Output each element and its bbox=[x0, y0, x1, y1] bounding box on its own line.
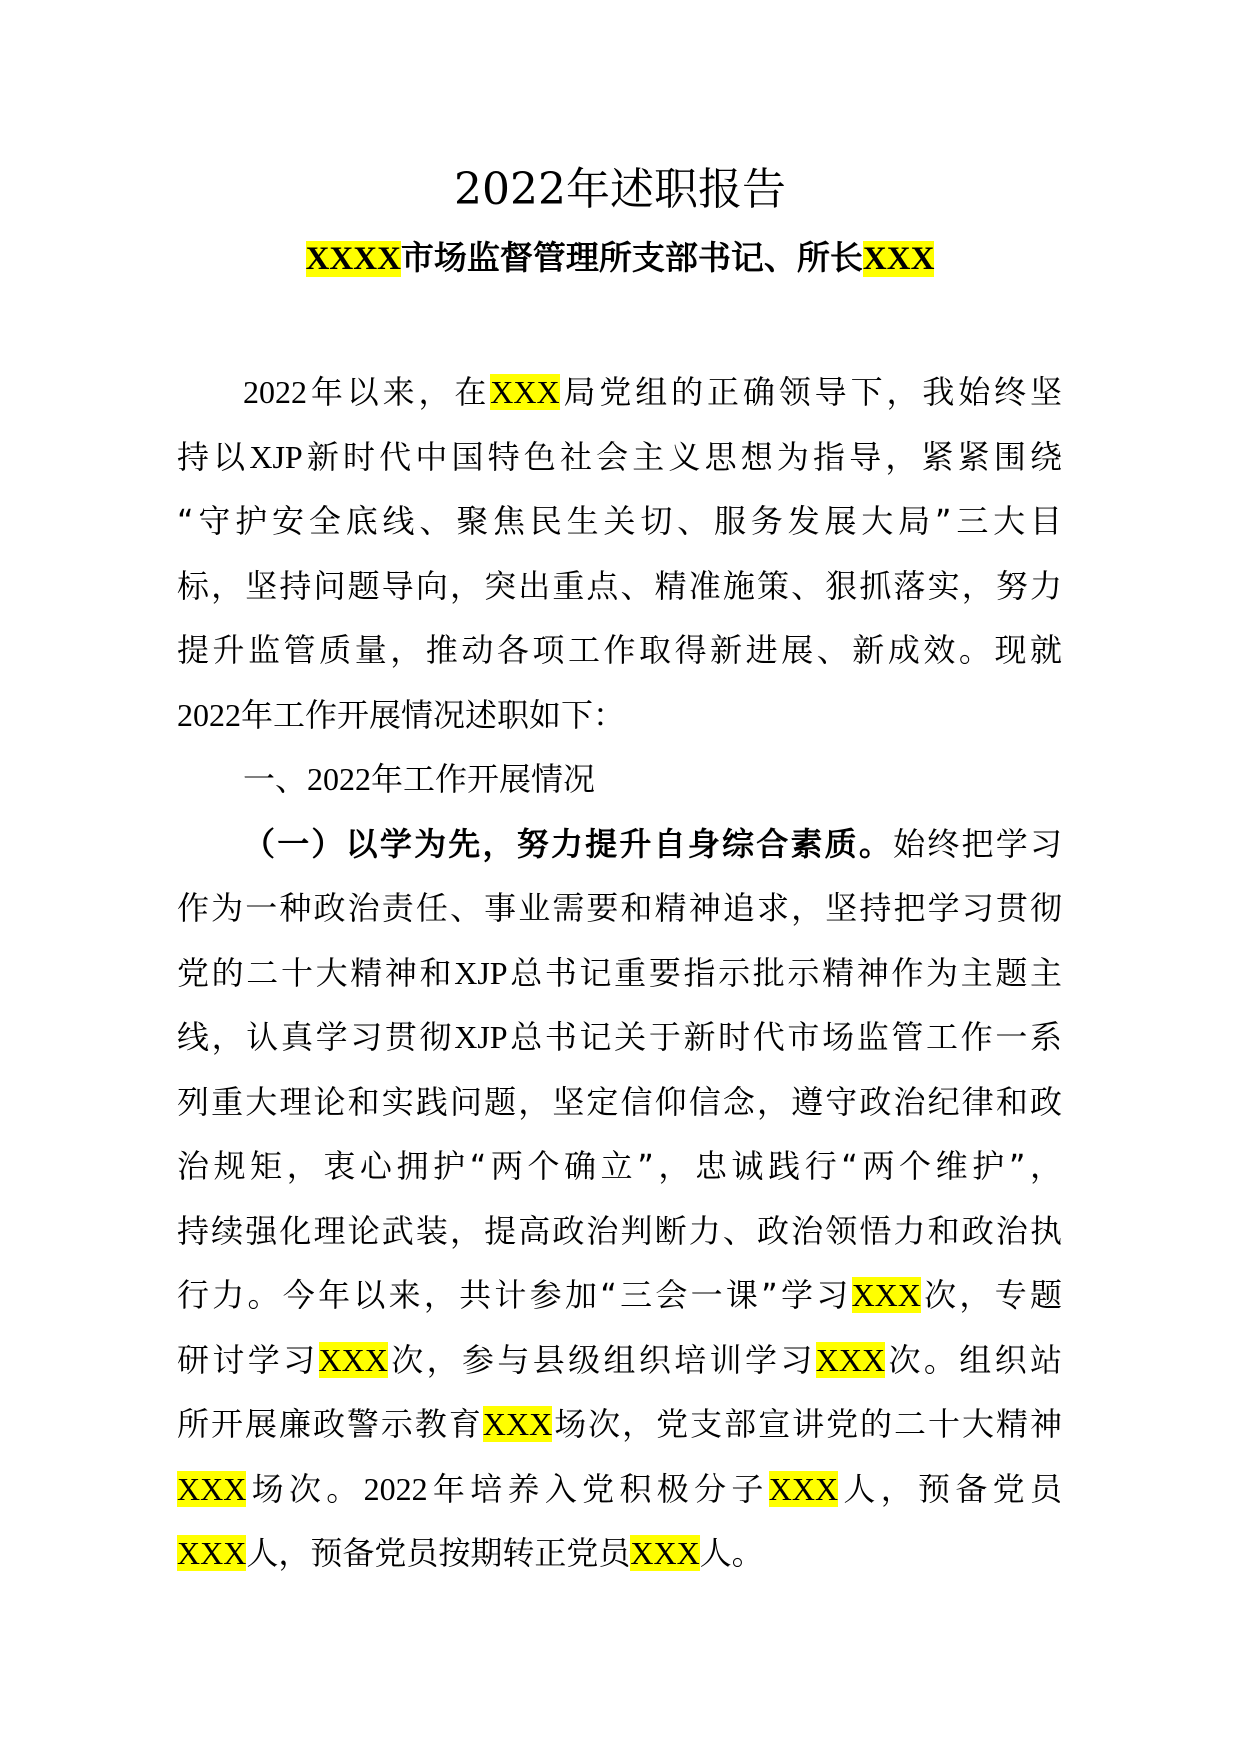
text-segment: 提升监管质量，推动各项工作取得新进展、新成效。现就 bbox=[177, 631, 1062, 669]
text-segment: XJP bbox=[249, 438, 303, 475]
text-line bbox=[177, 683, 1062, 748]
text-segment: 年以来，在 bbox=[307, 373, 491, 411]
text-line bbox=[177, 812, 1062, 877]
text-segment: 作为一种政治责任、事业需要和精神追求，坚持把学习贯彻 bbox=[177, 889, 1062, 927]
subtitle-placeholder-name: XXX bbox=[862, 241, 935, 277]
placeholder-highlight: XXX bbox=[177, 1535, 247, 1571]
text-segment: 局党组的正确领导下，我始终坚 bbox=[559, 373, 1062, 411]
text-segment: 标，坚持问题导向，突出重点、精准施策、狠抓落实，努力 bbox=[177, 566, 1062, 605]
text-segment: 年培养入党积极分子 bbox=[427, 1469, 769, 1508]
text-segment: 2022 bbox=[363, 1470, 428, 1507]
text-segment: 治规矩，衷心拥护“两个确立”，忠诚践行“两个维护”， bbox=[177, 1147, 1062, 1185]
text-segment: 次，参与县级组织培训学习 bbox=[387, 1340, 816, 1379]
subtitle-position: 市场监督管理所支部书记、所长 bbox=[400, 238, 863, 277]
text-segment: 场次。 bbox=[246, 1469, 364, 1508]
text-segment: 持续强化理论武装，提高政治判断力、政治领悟力和政治执 bbox=[177, 1211, 1062, 1250]
text-segment: 2022 bbox=[243, 374, 307, 410]
text-segment: “守护安全底线、聚焦民生关切、服务发展大局”三大目 bbox=[177, 502, 1062, 540]
text-segment: 年工作开展情况 bbox=[371, 760, 596, 798]
text-line bbox=[177, 1134, 1062, 1199]
document-subtitle bbox=[0, 236, 1240, 281]
placeholder-highlight: XXX bbox=[482, 1406, 553, 1442]
text-line bbox=[177, 1392, 1062, 1457]
placeholder-highlight: XXX bbox=[851, 1277, 921, 1313]
text-line bbox=[177, 876, 1062, 941]
placeholder-highlight: XXX bbox=[815, 1341, 886, 1378]
text-line bbox=[177, 554, 1062, 619]
text-line bbox=[177, 1070, 1062, 1135]
text-line bbox=[177, 618, 1062, 683]
text-segment: 人，预备党员按期转正党员 bbox=[246, 1534, 631, 1572]
text-segment: 所开展廉政警示教育 bbox=[177, 1405, 483, 1443]
document-title: 2022年述职报告 bbox=[454, 164, 786, 215]
text-segment: 总书记关于新时代市场监管工作一系 bbox=[507, 1018, 1062, 1056]
text-segment: 始终把学习 bbox=[893, 824, 1062, 863]
text-segment: 次。组织站 bbox=[885, 1340, 1062, 1379]
text-segment: 党的二十大精神和 bbox=[177, 953, 455, 992]
text-line bbox=[177, 489, 1062, 554]
section-heading-text: （一）以学为先，努力提升自身综合素质。 bbox=[243, 824, 894, 863]
text-line bbox=[177, 747, 1062, 812]
text-segment: 年工作开展情况述职如下： bbox=[241, 695, 626, 734]
text-segment: 2022 bbox=[177, 696, 241, 733]
text-line bbox=[177, 425, 1062, 490]
paragraph bbox=[177, 747, 1062, 812]
text-line bbox=[177, 1005, 1062, 1070]
placeholder-highlight: XXX bbox=[490, 374, 560, 410]
text-segment: 总书记重要指示批示精神作为主题主 bbox=[507, 953, 1062, 992]
text-line bbox=[177, 1199, 1062, 1264]
placeholder-highlight: XXX bbox=[768, 1470, 839, 1507]
text-segment: 场次，党支部宣讲党的二十大精神 bbox=[552, 1405, 1062, 1443]
text-segment: 线，认真学习贯彻 bbox=[177, 1018, 455, 1056]
text-segment: 人。 bbox=[699, 1534, 764, 1572]
text-segment: 2022 bbox=[307, 761, 372, 797]
text-segment: XJP bbox=[454, 954, 508, 991]
placeholder-highlight: XXX bbox=[177, 1470, 247, 1507]
subtitle-placeholder-unit: XXXX bbox=[305, 241, 401, 277]
text-line bbox=[177, 360, 1062, 425]
text-segment: 行力。今年以来，共计参加“三会一课”学习 bbox=[177, 1276, 852, 1314]
paragraph bbox=[177, 812, 1062, 1586]
text-segment: XJP bbox=[454, 1019, 508, 1055]
text-line bbox=[177, 1263, 1062, 1328]
paragraph bbox=[177, 360, 1062, 747]
text-segment: 研讨学习 bbox=[177, 1340, 319, 1379]
text-line bbox=[177, 1457, 1062, 1522]
text-segment: 次，专题 bbox=[920, 1276, 1062, 1314]
text-line bbox=[177, 1521, 1062, 1586]
text-segment: 人，预备党员 bbox=[838, 1469, 1062, 1508]
text-segment: 列重大理论和实践问题，坚定信仰信念，遵守政治纪律和政 bbox=[177, 1082, 1062, 1121]
placeholder-highlight: XXX bbox=[318, 1341, 388, 1378]
text-segment: 新时代中国特色社会主义思想为指导，紧紧围绕 bbox=[302, 437, 1062, 476]
document-body bbox=[177, 360, 1062, 1586]
placeholder-highlight: XXX bbox=[630, 1535, 700, 1571]
text-segment: 持以 bbox=[177, 437, 250, 476]
text-line bbox=[177, 941, 1062, 1006]
text-line bbox=[177, 1328, 1062, 1393]
text-segment: 一、 bbox=[243, 760, 308, 798]
